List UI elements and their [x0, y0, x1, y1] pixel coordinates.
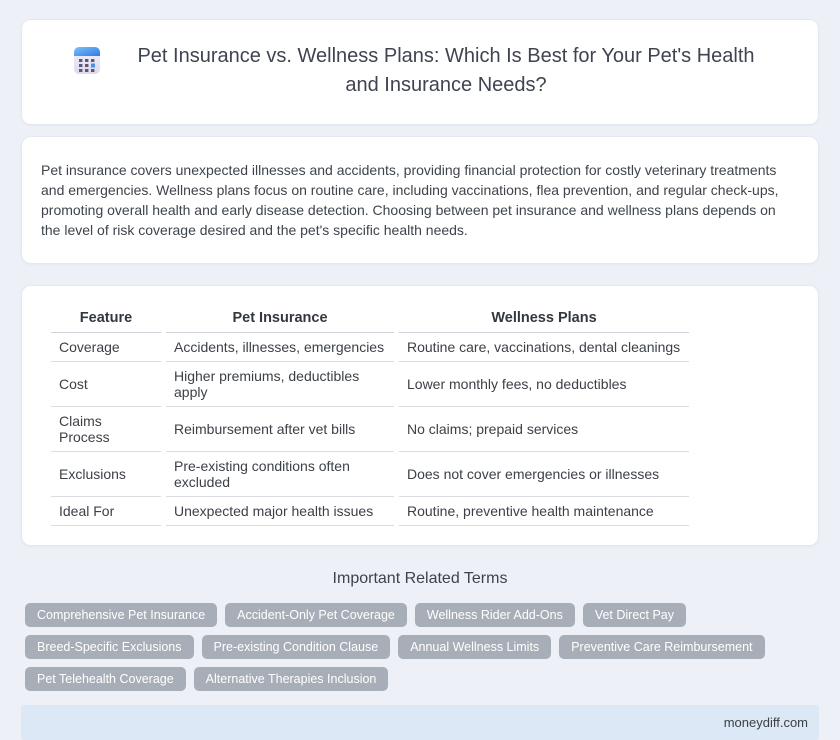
pet-insurance-cell: Higher premiums, deductibles apply	[166, 362, 394, 407]
term-chip[interactable]: Comprehensive Pet Insurance	[25, 603, 217, 627]
related-terms-heading: Important Related Terms	[332, 570, 508, 587]
wellness-plans-cell: No claims; prepaid services	[399, 407, 689, 452]
term-chip[interactable]: Breed-Specific Exclusions	[25, 635, 194, 659]
comparison-table-card	[21, 285, 819, 546]
table-row	[51, 333, 689, 362]
table-row	[51, 452, 689, 497]
feature-cell: Cost	[51, 362, 161, 407]
term-chip[interactable]: Alternative Therapies Inclusion	[194, 667, 389, 691]
term-chip[interactable]: Vet Direct Pay	[583, 603, 686, 627]
page-title: Pet Insurance vs. Wellness Plans: Which Is Best for Your Pet's Health and Insurance Needs?	[137, 45, 755, 96]
term-chip[interactable]: Accident-Only Pet Coverage	[225, 603, 407, 627]
comparison-table-body	[51, 333, 689, 526]
pet-insurance-cell: Accidents, illnesses, emergencies	[166, 333, 394, 362]
feature-cell: Claims Process	[51, 407, 161, 452]
feature-cell: Ideal For	[51, 497, 161, 526]
term-chip[interactable]: Pet Telehealth Coverage	[25, 667, 186, 691]
summary-text: Pet insurance covers unexpected illnesses and accidents, providing financial protection for costly veterinary treatments and emergencies. Wellness plans focus on routine care, including vaccinations, flea prevention, and regular check-ups, promoting overall health and early disease detection. Choosing between pet insurance and wellness plans depends on the level of risk coverage desired and the pet's specific health needs.	[41, 162, 779, 238]
table-row	[51, 362, 689, 407]
header-card	[21, 19, 819, 125]
feature-cell: Exclusions	[51, 452, 161, 497]
pet-insurance-cell: Pre-existing conditions often excluded	[166, 452, 394, 497]
feature-cell: Coverage	[51, 333, 161, 362]
wellness-plans-cell: Routine, preventive health maintenance	[399, 497, 689, 526]
calendar-icon	[74, 46, 100, 80]
wellness-plans-cell: Does not cover emergencies or illnesses	[399, 452, 689, 497]
pet-insurance-cell: Unexpected major health issues	[166, 497, 394, 526]
site-name: moneydiff.com	[723, 715, 808, 730]
related-terms-list	[25, 603, 815, 691]
comparison-table	[46, 306, 694, 526]
wellness-plans-cell: Lower monthly fees, no deductibles	[399, 362, 689, 407]
term-chip[interactable]: Annual Wellness Limits	[398, 635, 551, 659]
pet-insurance-cell: Reimbursement after vet bills	[166, 407, 394, 452]
term-chip[interactable]: Pre-existing Condition Clause	[202, 635, 391, 659]
summary-card	[21, 136, 819, 264]
column-header-wellness-plans: Wellness Plans	[399, 306, 689, 333]
column-header-pet-insurance: Pet Insurance	[166, 306, 394, 333]
term-chip[interactable]: Preventive Care Reimbursement	[559, 635, 764, 659]
table-row	[51, 407, 689, 452]
term-chip[interactable]: Wellness Rider Add-Ons	[415, 603, 575, 627]
table-header-row	[51, 306, 689, 333]
footer-bar	[21, 705, 819, 740]
table-row	[51, 497, 689, 526]
column-header-feature: Feature	[51, 306, 161, 333]
wellness-plans-cell: Routine care, vaccinations, dental cleanings	[399, 333, 689, 362]
